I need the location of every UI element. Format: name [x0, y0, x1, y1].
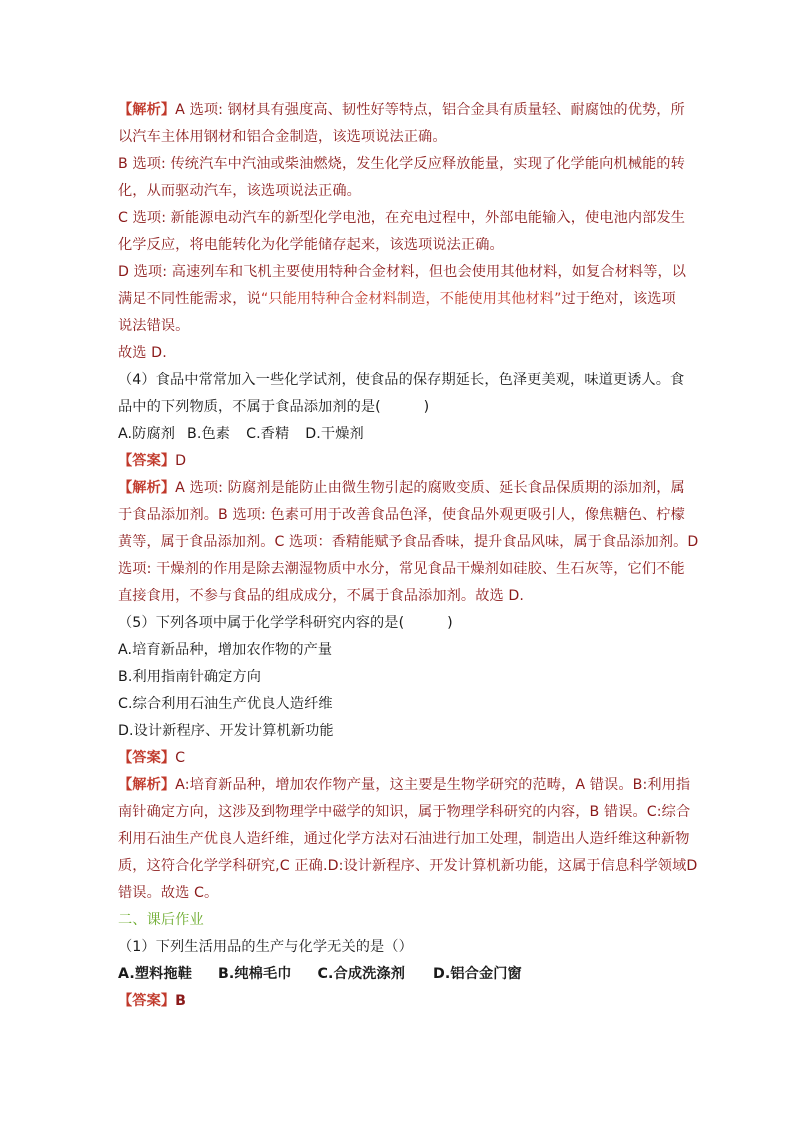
q3-analysis-line-6: 化学反应，将电能转化为化学能储存起来，该选项说法正确。 [118, 237, 504, 253]
q4-analysis-text-1: A 选项: 防腐剂是能防止由微生物引起的腐败变质、延长食品保质期的添加剂，属 [175, 480, 685, 496]
hw1-stem: （1）下列生活用品的生产与化学无关的是（） [118, 939, 413, 955]
q3-analysis-line-7: D 选项: 高速列车和飞机主要使用特种合金材料，但也会使用其他材料，如复合材料等，以 [118, 264, 687, 280]
q5-stem: （5）下列各项中属于化学学科研究内容的是( ) [118, 615, 453, 631]
q4-analysis-line-4: 选项: 干燥剂的作用是除去潮湿物质中水分，常见食品干燥剂如硅胶、生石灰等，它们不能 [118, 561, 685, 577]
q3-analysis-quote: “只能用特种合金材料制造，不能使用其他材料” [260, 291, 562, 307]
q3-analysis-line-8 [118, 289, 676, 309]
q3-analysis-line-5: C 选项: 新能源电动汽车的新型化学电池，在充电过程中，外部电能输入，使电池内部发生 [118, 210, 686, 226]
q3-analysis-line-1 [118, 100, 685, 120]
q3-analysis-line-2: 以汽车主体用钢材和铝合金制造，该选项说法正确。 [118, 129, 447, 145]
q5-answer-line [118, 748, 185, 768]
q4-option-d: D.干燥剂 [305, 426, 364, 442]
q4-option-c: C.香精 [246, 426, 290, 442]
q5-option-a: A.培育新品种，增加农作物的产量 [118, 642, 333, 658]
q3-analysis-text-1: A 选项: 钢材具有强度高、韧性好等特点，铝合金具有质量轻、耐腐蚀的优势，所 [175, 102, 685, 118]
q3-conclusion: 故选 D. [118, 345, 167, 361]
q4-stem-line-2: 品中的下列物质，不属于食品添加剂的是( ) [118, 399, 430, 415]
q3-analysis-line-9: 说法错误。 [118, 318, 190, 334]
q4-answer: D [175, 453, 187, 469]
q5-analysis-line-4: 质，这符合化学学科研究,C 正确.D:设计新程序、开发计算机新功能，这属于信息科学领域D [118, 858, 698, 874]
q4-options [118, 424, 364, 444]
q4-answer-line [118, 451, 186, 471]
hw1-option-c: C.合成洗涤剂 [317, 966, 405, 982]
q3-analysis-line-4: 化，从而驱动汽车，该选项说法正确。 [118, 183, 361, 199]
q4-option-a: A.防腐剂 [118, 426, 176, 442]
analysis-tag: 【解析】 [118, 102, 176, 118]
q3-analysis-text-8c: 过于绝对，该选项 [561, 291, 676, 307]
section-heading-homework: 二、课后作业 [118, 912, 204, 928]
q5-analysis-line-5: 错误。故选 C。 [118, 885, 219, 901]
answer-tag: 【答案】 [118, 750, 176, 766]
analysis-tag: 【解析】 [118, 480, 176, 496]
hw1-options [118, 964, 522, 984]
q4-stem-line-1: （4）食品中常常加入一些化学试剂，使食品的保存期延长，色泽更美观，味道更诱人。食 [118, 372, 685, 388]
q5-option-b: B.利用指南针确定方向 [118, 669, 262, 685]
q5-analysis-line-1 [118, 775, 690, 795]
q3-analysis-text-8a: 满足不同性能需求，说 [118, 291, 261, 307]
q4-analysis-line-3: 黄等，属于食品添加剂。C 选项：香精能赋予食品香味，提升食品风味，属于食品添加剂。D [118, 534, 699, 550]
hw1-answer-line [118, 991, 186, 1011]
q5-option-c: C.综合利用石油生产优良人造纤维 [118, 696, 333, 712]
answer-tag: 【答案】 [118, 993, 176, 1009]
hw1-option-b: B.纯棉毛巾 [217, 966, 292, 982]
q4-analysis-line-5: 直接食用，不参与食品的组成成分，不属于食品添加剂。故选 D. [118, 588, 525, 604]
q4-analysis-line-2: 于食品添加剂。B 选项: 色素可用于改善食品色泽，使食品外观更吸引人，像焦糖色、柠檬 [118, 507, 685, 523]
q5-analysis-line-3: 利用石油生产优良人造纤维，通过化学方法对石油进行加工处理，制造出人造纤维这种新物 [118, 831, 690, 847]
hw1-answer: B [175, 993, 187, 1009]
q4-analysis-line-1 [118, 478, 685, 498]
q5-answer: C [175, 750, 186, 766]
q4-option-b: B.色素 [187, 426, 231, 442]
answer-tag: 【答案】 [118, 453, 176, 469]
q3-analysis-line-3: B 选项: 传统汽车中汽油或柴油燃烧，发生化学反应释放能量，实现了化学能向机械能的转 [118, 156, 685, 172]
q5-analysis-text-1: A:培育新品种，增加农作物产量，这主要是生物学研究的范畴，A 错误。B:利用指 [175, 777, 691, 793]
hw1-option-d: D.铝合金门窗 [433, 966, 522, 982]
analysis-tag: 【解析】 [118, 777, 176, 793]
q5-option-d: D.设计新程序、开发计算机新功能 [118, 723, 334, 739]
hw1-option-a: A.塑料拖鞋 [118, 966, 192, 982]
q5-analysis-line-2: 南针确定方向，这涉及到物理学中磁学的知识，属于物理学科研究的内容，B 错误。C:综合 [118, 804, 691, 820]
